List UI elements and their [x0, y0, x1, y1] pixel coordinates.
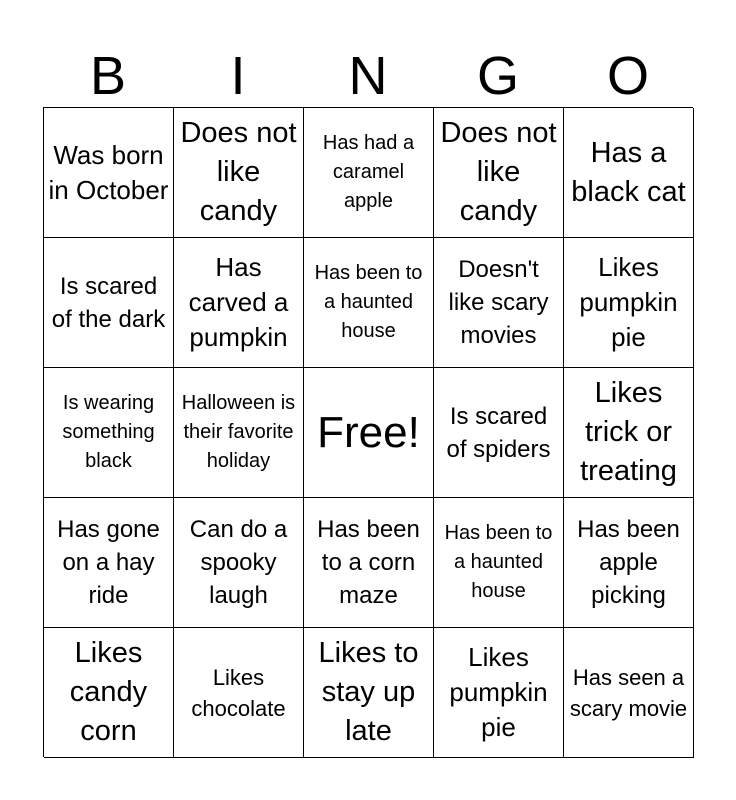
bingo-cell[interactable] — [564, 628, 694, 758]
cell-text: Has been to a corn maze — [317, 516, 420, 609]
header-letter-g: G — [476, 46, 519, 106]
bingo-cell[interactable] — [44, 108, 174, 238]
cell-text: Doesn't like scary movies — [448, 256, 549, 349]
header-letter-o: O — [606, 46, 649, 106]
bingo-grid — [43, 107, 693, 757]
bingo-cell[interactable] — [44, 238, 174, 368]
bingo-cell[interactable] — [434, 368, 564, 498]
bingo-cell[interactable] — [304, 238, 434, 368]
cell-text: Likes to stay up late — [318, 637, 419, 747]
header-letter-n: N — [348, 46, 388, 106]
header-letter-i: I — [230, 46, 246, 106]
bingo-cell[interactable] — [174, 628, 304, 758]
cell-text: Is wearing something black — [62, 392, 155, 472]
bingo-cell[interactable] — [434, 238, 564, 368]
bingo-cell[interactable] — [174, 498, 304, 628]
cell-text: Was born in October — [48, 139, 169, 205]
bingo-cell[interactable] — [174, 108, 304, 238]
cell-text: Does not like candy — [440, 117, 557, 227]
bingo-cell[interactable] — [564, 108, 694, 238]
cell-text: Does not like candy — [180, 117, 297, 227]
cell-text: Likes trick or treating — [580, 377, 677, 487]
bingo-cell[interactable] — [304, 108, 434, 238]
bingo-cell[interactable] — [44, 628, 174, 758]
bingo-cell[interactable] — [304, 628, 434, 758]
cell-text: Can do a spooky laugh — [189, 516, 288, 609]
header-letter-b: B — [89, 46, 127, 106]
free-cell[interactable] — [304, 368, 434, 498]
cell-text: Has carved a pumpkin — [188, 252, 289, 352]
bingo-header — [43, 44, 693, 108]
cell-text: Has had a caramel apple — [322, 132, 415, 212]
bingo-cell[interactable] — [564, 368, 694, 498]
cell-text: Has a black cat — [571, 136, 686, 208]
cell-text: Likes chocolate — [191, 664, 286, 721]
bingo-cell[interactable] — [304, 498, 434, 628]
bingo-cell[interactable] — [174, 368, 304, 498]
cell-text: Has been to a haunted house — [444, 522, 553, 602]
free-text: Free! — [317, 407, 420, 457]
bingo-cell[interactable] — [434, 628, 564, 758]
cell-text: Has gone on a hay ride — [57, 516, 160, 609]
cell-text: Likes candy corn — [69, 637, 148, 747]
bingo-cell[interactable] — [434, 498, 564, 628]
cell-text: Likes pumpkin pie — [449, 642, 548, 742]
cell-text: Has seen a scary movie — [569, 664, 688, 721]
cell-text: Halloween is their favorite holiday — [181, 392, 296, 472]
cell-text: Is scared of the dark — [51, 272, 166, 333]
bingo-cell[interactable] — [434, 108, 564, 238]
bingo-cell[interactable] — [564, 498, 694, 628]
bingo-cell[interactable] — [44, 498, 174, 628]
bingo-cell[interactable] — [564, 238, 694, 368]
cell-text: Is scared of spiders — [446, 402, 551, 463]
cell-text: Has been to a haunted house — [314, 262, 423, 342]
cell-text: Has been apple picking — [577, 516, 680, 609]
bingo-cell[interactable] — [174, 238, 304, 368]
bingo-cell[interactable] — [44, 368, 174, 498]
cell-text: Likes pumpkin pie — [579, 252, 678, 352]
